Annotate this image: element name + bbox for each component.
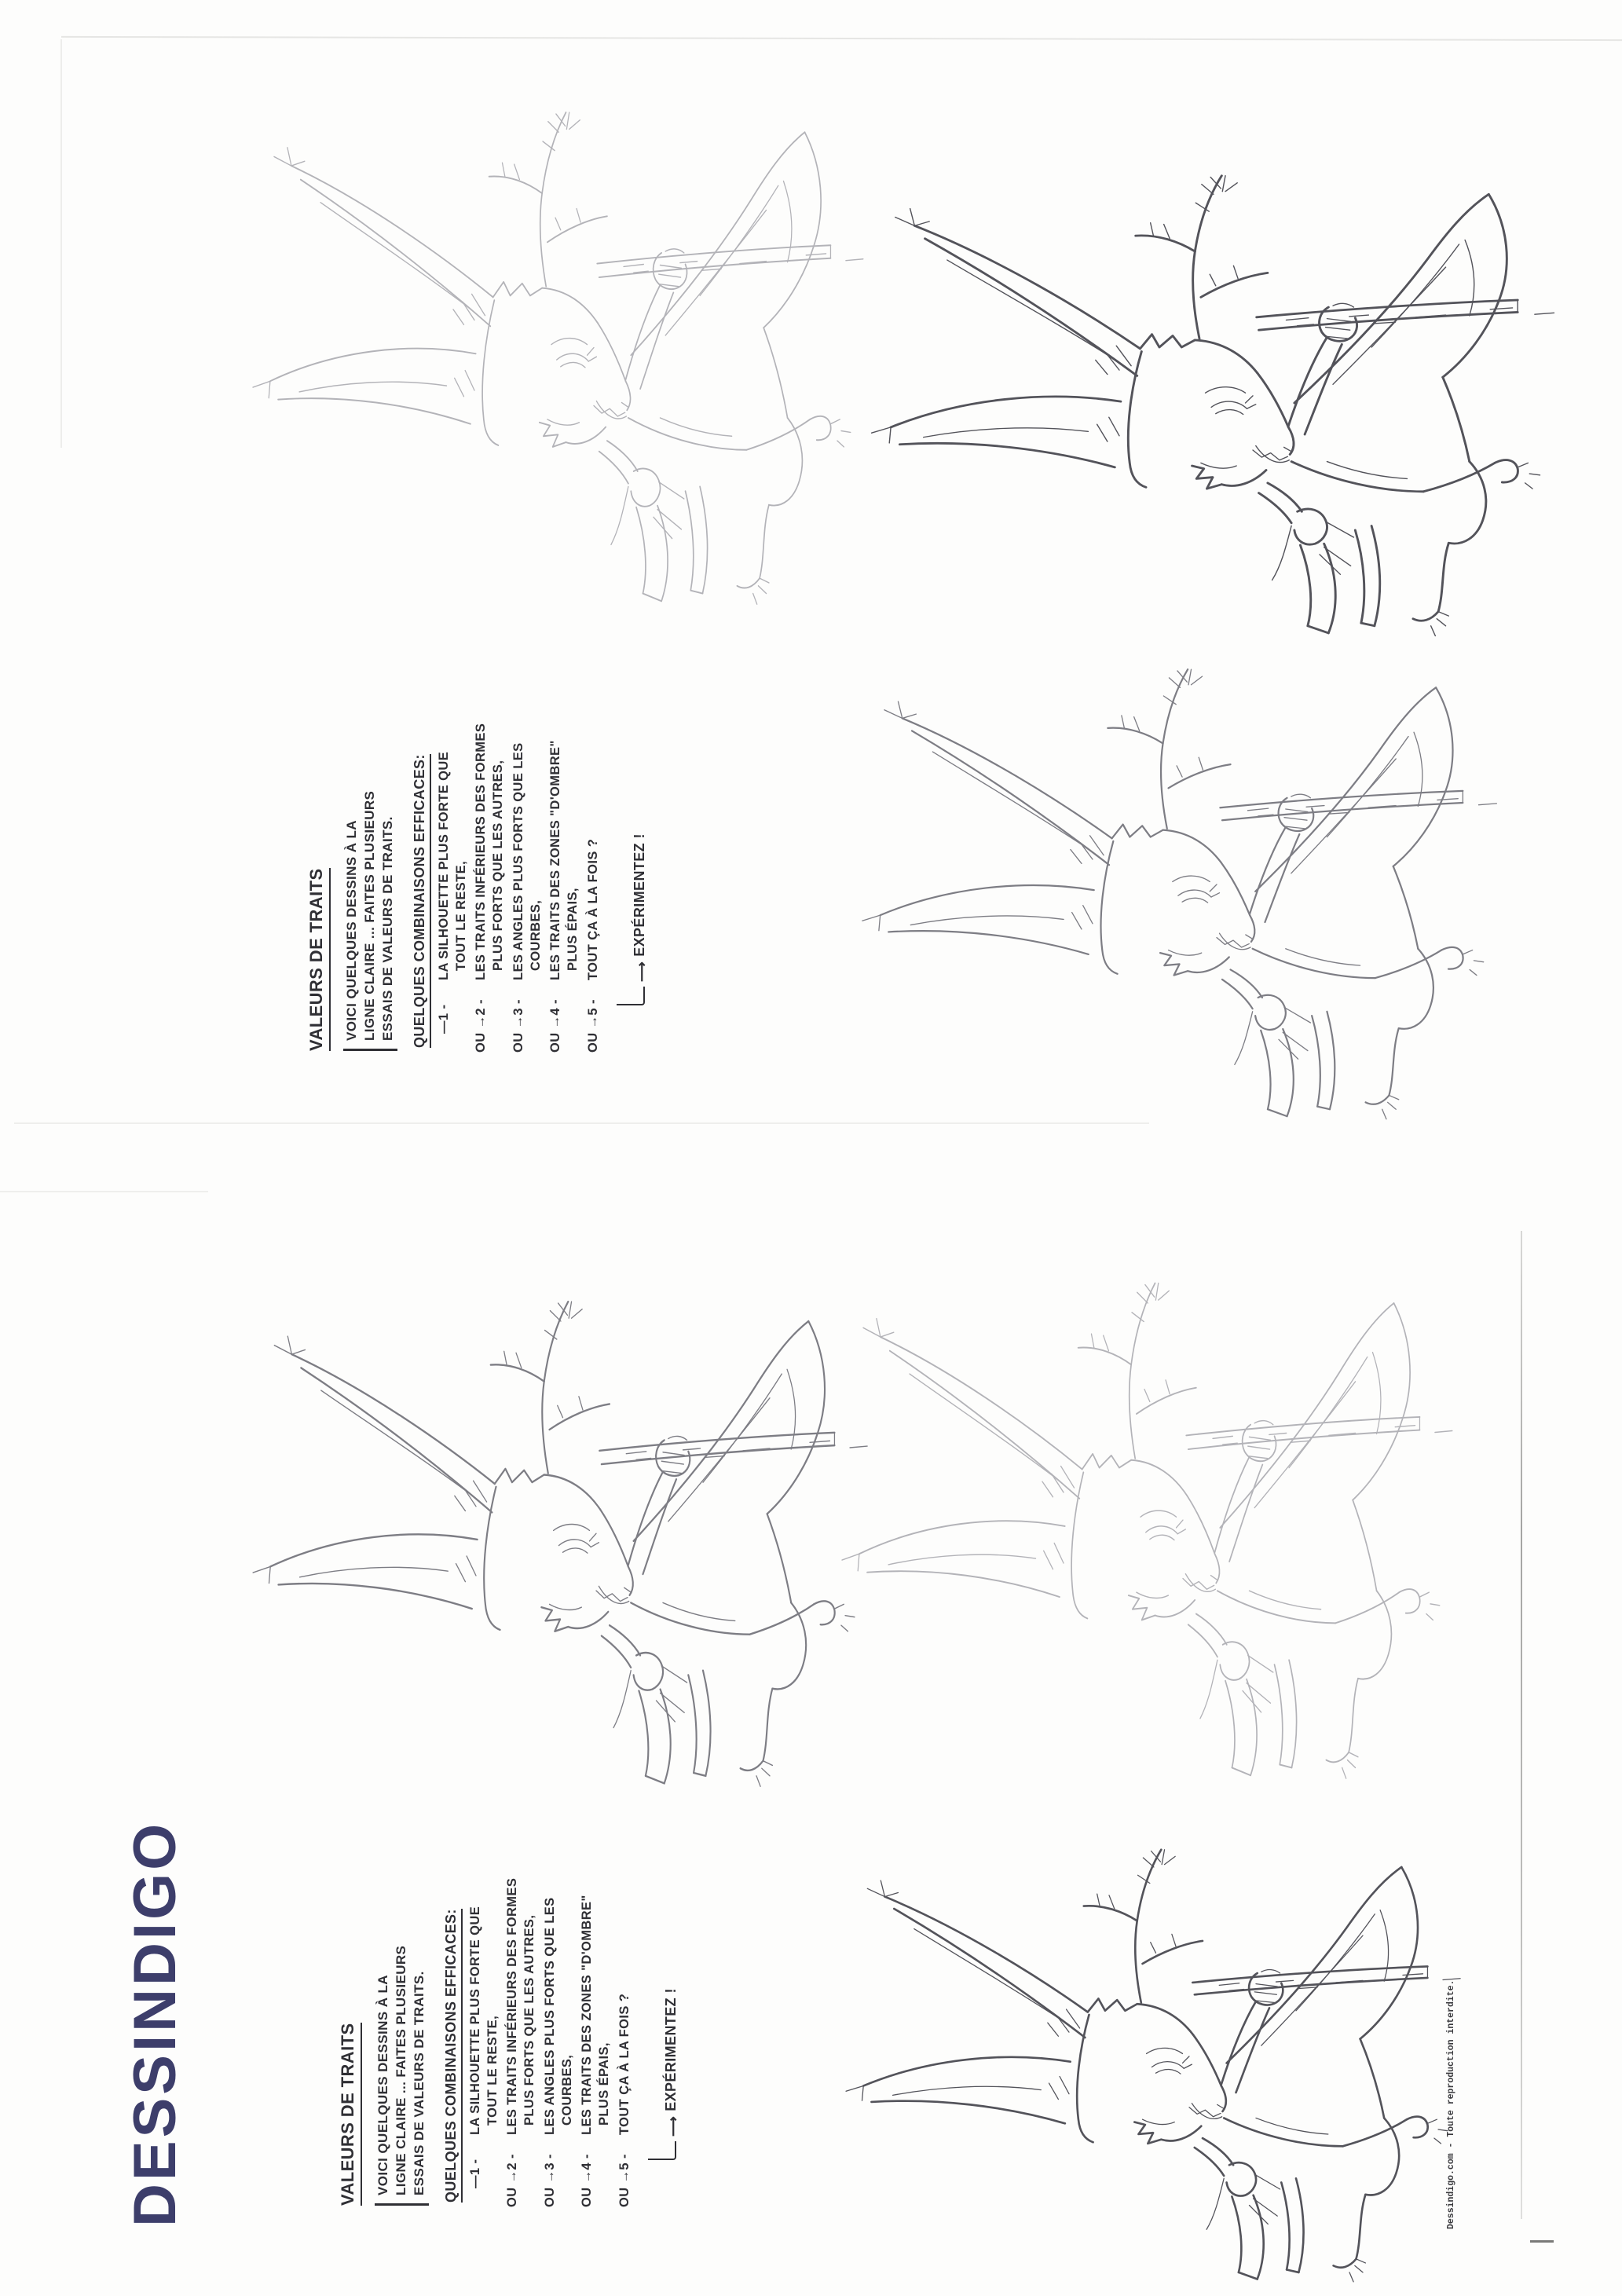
combo-text: PLUS ÉPAIS, bbox=[566, 888, 580, 971]
combo-text: PLUS FORTS QUE LES AUTRES, bbox=[491, 760, 506, 971]
conclusion-text: EXPÉRIMENTEZ ! bbox=[631, 833, 647, 957]
combo-lead: OU →2 - bbox=[474, 999, 489, 1053]
combo-item bbox=[467, 1799, 502, 2207]
sketch-jackalope-medium-top bbox=[844, 621, 1465, 1123]
combo-text: TOUT LE RESTE, bbox=[453, 860, 468, 971]
combo-item bbox=[504, 1799, 539, 2207]
notes-combos-heading: QUELQUES COMBINAISONS EFFICACES: bbox=[412, 754, 431, 1048]
combo-lead: OU →5 - bbox=[585, 999, 600, 1053]
jackalope-line-art bbox=[829, 1803, 1430, 2286]
jackalope-line-art bbox=[852, 126, 1520, 640]
notes-intro-line: ESSAIS DE VALEURS DE TRAITS. bbox=[411, 1971, 427, 2195]
jackalope-line-art bbox=[236, 1249, 837, 1791]
combo-text: PLUS ÉPAIS, bbox=[597, 2042, 612, 2126]
sketch-jackalope-dark-bottom bbox=[829, 1803, 1430, 2286]
combo-item bbox=[542, 1799, 577, 2207]
notes-intro-line: LIGNE CLAIRE ... FAITES PLUSIEURS bbox=[361, 790, 377, 1041]
combo-text: COURBES, bbox=[559, 2054, 574, 2126]
brand-logo bbox=[118, 1756, 192, 2227]
notes-intro bbox=[343, 644, 397, 1051]
sketch-jackalope-light-top bbox=[236, 59, 833, 609]
jackalope-line-art bbox=[844, 621, 1465, 1123]
elbow-arrow-icon: ⟶ bbox=[665, 2115, 681, 2137]
notes-intro-line: ESSAIS DE VALEURS DE TRAITS. bbox=[379, 816, 395, 1041]
sketch-jackalope-dark-top bbox=[852, 126, 1520, 640]
combo-lead: OU →3 - bbox=[511, 999, 525, 1053]
combo-text: TOUT ÇA À LA FOIS ? bbox=[617, 1993, 632, 2135]
combo-lead: OU →4 - bbox=[548, 999, 563, 1053]
combo-text: LES ANGLES PLUS FORTS QUE LES bbox=[511, 742, 525, 980]
sketch-jackalope-medium-bottom bbox=[236, 1249, 837, 1791]
combo-text: LES TRAITS DES ZONES "D'OMBRE" bbox=[580, 1895, 595, 2135]
combo-item bbox=[617, 1799, 634, 2207]
combo-text: LES TRAITS INFÉRIEURS DES FORMES bbox=[505, 1877, 520, 2135]
handwritten-notes-block-top bbox=[306, 644, 703, 1053]
sketch-jackalope-light-bottom bbox=[825, 1229, 1422, 1783]
combo-text: COURBES, bbox=[528, 899, 543, 971]
combo-text: LA SILHOUETTE PLUS FORTE QUE bbox=[467, 1906, 482, 2135]
elbow-arrow-icon: ⟶ bbox=[633, 961, 650, 982]
combo-lead: OU →2 - bbox=[505, 2154, 520, 2207]
combo-item bbox=[511, 644, 545, 1053]
attribution-text: Dessindigo.com - Toute reproduction interdite. bbox=[1446, 1979, 1456, 2229]
combo-item bbox=[436, 644, 470, 1053]
combo-text: TOUT ÇA À LA FOIS ? bbox=[585, 838, 600, 980]
combo-text: LES TRAITS INFÉRIEURS DES FORMES bbox=[474, 723, 489, 980]
paper-left-edge bbox=[60, 39, 62, 448]
combo-lead: OU →3 - bbox=[542, 2154, 557, 2207]
combo-lead: —1 - bbox=[467, 2159, 482, 2188]
conclusion-text: EXPÉRIMENTEZ ! bbox=[662, 1988, 679, 2111]
notes-intro bbox=[375, 1799, 429, 2206]
elbow-line bbox=[648, 2141, 676, 2160]
paper-top-edge bbox=[61, 36, 1622, 41]
combo-text: LES TRAITS DES ZONES "D'OMBRE" bbox=[548, 740, 563, 980]
notes-title: VALEURS DE TRAITS bbox=[338, 2023, 362, 2206]
combo-item bbox=[585, 644, 602, 1053]
combo-lead: OU →5 - bbox=[617, 2154, 632, 2207]
combo-item bbox=[473, 644, 507, 1053]
combo-text: LA SILHOUETTE PLUS FORTE QUE bbox=[436, 751, 451, 980]
page-fold-line bbox=[1521, 1231, 1522, 2219]
elbow-line bbox=[617, 987, 645, 1005]
jackalope-line-art bbox=[825, 1229, 1422, 1783]
notes-title: VALEURS DE TRAITS bbox=[306, 868, 331, 1051]
combo-lead: —1 - bbox=[436, 1004, 451, 1034]
handwritten-notes-block-bottom bbox=[338, 1799, 734, 2207]
notes-conclusion bbox=[648, 1799, 681, 2160]
notes-intro-line: VOICI QUELQUES DESSINS À LA bbox=[344, 820, 359, 1041]
page-edge-mark bbox=[1530, 2240, 1554, 2243]
combo-lead: OU →4 - bbox=[580, 2154, 595, 2207]
notes-conclusion bbox=[617, 644, 650, 1005]
combo-item bbox=[547, 644, 582, 1053]
combo-text: PLUS FORTS QUE LES AUTRES, bbox=[522, 1914, 537, 2126]
brand-logo-text: DESSINDIGO bbox=[122, 1820, 189, 2227]
combo-text: TOUT LE RESTE, bbox=[485, 2015, 500, 2126]
notes-combos-heading: QUELQUES COMBINAISONS EFFICACES: bbox=[443, 1909, 463, 2203]
panel-separator-line bbox=[0, 1191, 208, 1192]
combo-text: LES ANGLES PLUS FORTS QUE LES bbox=[542, 1897, 557, 2135]
notes-intro-line: VOICI QUELQUES DESSINS À LA bbox=[375, 1975, 390, 2195]
combo-item bbox=[579, 1799, 613, 2207]
jackalope-line-art bbox=[236, 59, 833, 609]
notes-intro-line: LIGNE CLAIRE ... FAITES PLUSIEURS bbox=[393, 1945, 408, 2195]
attribution bbox=[1442, 1979, 1461, 2229]
